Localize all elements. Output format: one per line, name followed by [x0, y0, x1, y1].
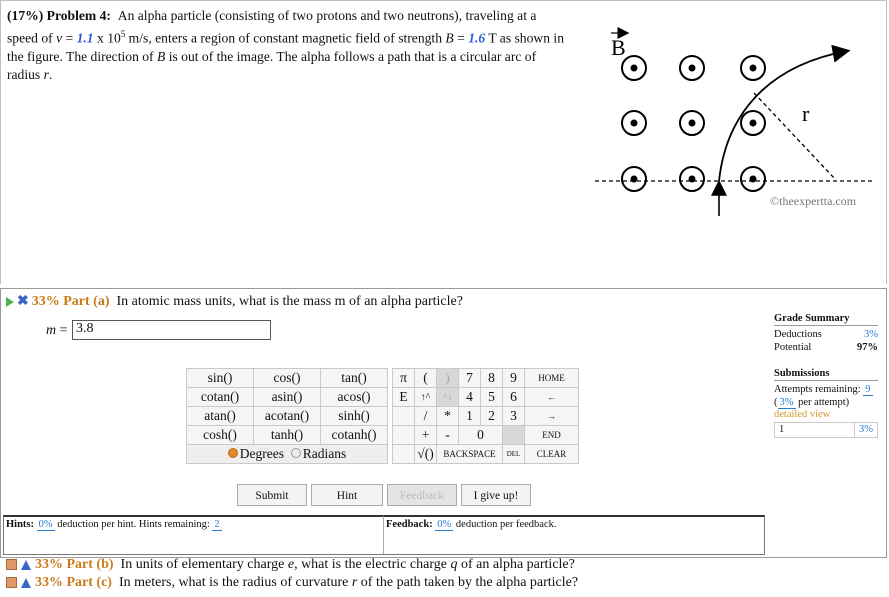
submission-number: 1: [775, 423, 855, 437]
submission-row: [774, 422, 878, 438]
angle-mode: [187, 445, 388, 464]
key-1[interactable]: 1: [459, 407, 481, 426]
grade-summary: Grade Summary Deductions 3% Potential 97% Submissions Attempts remaining: 9 ( 3% per attempt) detailed view 1 3%: [774, 313, 878, 438]
key-6[interactable]: 6: [503, 388, 525, 407]
part-c-question: In meters, what is the radius of curvature: [118, 575, 352, 590]
key-blank-2: [393, 426, 415, 445]
field-dot-2: [680, 56, 704, 80]
key-divide[interactable]: /: [415, 407, 437, 426]
m-symbol: m: [46, 323, 57, 338]
key-cotan[interactable]: cotan(): [187, 388, 254, 407]
degrees-radio[interactable]: [228, 448, 238, 458]
close-icon: ✖: [17, 294, 29, 309]
play-icon[interactable]: [6, 297, 14, 307]
b-symbol: B: [445, 30, 454, 46]
particle-path: [719, 51, 847, 181]
e-symbol: e: [287, 557, 295, 572]
problem-panel: [0, 0, 887, 284]
field-dot-7: [622, 167, 646, 191]
part-a-question: In atomic mass units, what is the mass m of an alpha particle?: [116, 294, 463, 309]
key-acos[interactable]: acos(): [321, 388, 388, 407]
feedback-deduction: 0%: [437, 519, 452, 530]
key-close-paren[interactable]: ): [437, 369, 459, 388]
deductions-label: Deductions: [774, 329, 822, 340]
key-tan[interactable]: tan(): [321, 369, 388, 388]
submit-button[interactable]: Submit: [237, 484, 307, 506]
key-3[interactable]: 3: [503, 407, 525, 426]
problem-text-4: is out of the image. The alpha follows a path that is a circular arc of radius: [7, 48, 537, 82]
part-b-question: In units of elementary charge: [120, 557, 288, 572]
key-end[interactable]: END: [525, 426, 579, 445]
field-dot-6: [741, 111, 765, 135]
problem-text: An alpha particle (consisting of two protons and two neutrons), traveling at a speed of: [7, 8, 537, 46]
key-backspace[interactable]: BACKSPACE: [437, 445, 503, 464]
key-blank-3: [393, 445, 415, 464]
key-clear[interactable]: CLEAR: [525, 445, 579, 464]
key-atan[interactable]: atan(): [187, 407, 254, 426]
warning-icon: [21, 560, 31, 570]
part-a-label: 33% Part (a): [31, 294, 110, 309]
key-sqrt[interactable]: √(): [415, 445, 437, 464]
function-keyboard: [186, 368, 388, 464]
attempts-remaining: 9: [865, 384, 871, 395]
field-dot-5: [680, 111, 704, 135]
hints-label: Hints:: [6, 519, 35, 530]
v-symbol: v: [56, 30, 63, 46]
b-field-label: B: [611, 35, 626, 60]
field-dot-3: [741, 56, 765, 80]
part-c-header[interactable]: [6, 575, 578, 591]
feedback-button[interactable]: Feedback: [387, 484, 457, 506]
radius-line: [754, 93, 835, 179]
part-b-label: 33% Part (b): [35, 557, 114, 572]
numeric-keyboard: [392, 368, 579, 464]
key-home[interactable]: HOME: [525, 369, 579, 388]
field-value: 1.6: [468, 30, 486, 46]
magnetic-field-figure: [591, 21, 881, 221]
feedback-info: [386, 519, 557, 530]
feedback-text: deduction per feedback.: [455, 519, 557, 530]
part-c-question-2: of the path taken by the alpha particle?: [357, 575, 579, 590]
equals-3: =: [56, 323, 68, 338]
part-b-header[interactable]: [6, 557, 575, 573]
problem-text-3: T as shown in the figure. The direction of: [7, 30, 564, 64]
key-multiply[interactable]: *: [437, 407, 459, 426]
answer-input[interactable]: 3.8: [72, 320, 271, 340]
key-2[interactable]: 2: [481, 407, 503, 426]
period: .: [48, 66, 53, 82]
radians-radio[interactable]: [291, 448, 301, 458]
problem-text-2: m/s, enters a region of constant magnetic field of strength: [125, 30, 446, 46]
potential-value: 97%: [857, 342, 878, 353]
key-cotanh[interactable]: cotanh(): [321, 426, 388, 445]
attempts-label: Attempts remaining:: [774, 384, 861, 395]
key-e[interactable]: E: [393, 388, 415, 407]
key-acotan[interactable]: acotan(): [254, 407, 321, 426]
submission-deduction: 3%: [859, 424, 873, 435]
divider: [383, 516, 384, 554]
hints-info: [6, 519, 222, 530]
key-subscript[interactable]: ^↓: [437, 388, 459, 407]
q-symbol: q: [450, 557, 458, 572]
hints-text: deduction per hint. Hints remaining:: [57, 519, 210, 530]
key-superscript[interactable]: ↑^: [415, 388, 437, 407]
problem-number: (17%) Problem 4:: [7, 8, 111, 23]
problem-statement: [7, 7, 569, 84]
give-up-button[interactable]: I give up!: [461, 484, 531, 506]
feedback-label: Feedback:: [386, 519, 433, 530]
key-asin[interactable]: asin(): [254, 388, 321, 407]
hint-deduction: 0%: [38, 519, 53, 530]
attempt-deduction: 3%: [779, 397, 794, 408]
key-del[interactable]: DEL: [503, 445, 525, 464]
key-right-arrow[interactable]: →: [525, 407, 579, 426]
part-a-header: [6, 293, 463, 310]
copyright-credit: ©theexpertta.com: [770, 194, 857, 208]
radians-label: Radians: [302, 446, 347, 461]
hints-remaining: 2: [214, 519, 220, 530]
equals-2: =: [453, 30, 469, 46]
key-7[interactable]: 7: [459, 369, 481, 388]
radius-label: r: [802, 101, 810, 126]
speed-value: 1.1: [76, 30, 94, 46]
hint-button[interactable]: Hint: [311, 484, 383, 506]
speed-unit: x 10: [93, 30, 121, 46]
per-attempt-text: per attempt): [795, 397, 850, 408]
key-4[interactable]: 4: [459, 388, 481, 407]
key-sinh[interactable]: sinh(): [321, 407, 388, 426]
b-symbol-2: B: [156, 48, 166, 64]
speed-exponent: 5: [120, 29, 126, 39]
grade-summary-title: Grade Summary: [774, 313, 850, 324]
part-b-question-3: of an alpha particle?: [457, 557, 575, 572]
field-dot-9: [741, 167, 765, 191]
key-blank-1: [393, 407, 415, 426]
key-open-paren[interactable]: (: [415, 369, 437, 388]
key-8[interactable]: 8: [481, 369, 503, 388]
key-5[interactable]: 5: [481, 388, 503, 407]
key-plus[interactable]: +: [415, 426, 437, 445]
part-b-question-2: , what is the electric charge: [294, 557, 451, 572]
part-c-label: 33% Part (c): [35, 575, 112, 590]
detailed-view-link[interactable]: detailed view: [774, 409, 831, 420]
r-symbol: r: [43, 66, 49, 82]
field-dot-1: [622, 56, 646, 80]
key-left-arrow[interactable]: ←: [525, 388, 579, 407]
answer-label: [46, 323, 68, 339]
key-pi[interactable]: π: [393, 369, 415, 388]
key-0[interactable]: 0: [459, 426, 503, 445]
r-symbol-2: r: [351, 575, 358, 590]
key-decimal[interactable]: [503, 426, 525, 445]
key-9[interactable]: 9: [503, 369, 525, 388]
field-dot-4: [622, 111, 646, 135]
deductions-value: 3%: [864, 329, 878, 340]
equals: =: [62, 30, 77, 46]
key-cos[interactable]: cos(): [254, 369, 321, 388]
collapsed-icon: [6, 577, 17, 588]
potential-label: Potential: [774, 342, 812, 353]
degrees-label: Degrees: [239, 446, 284, 461]
submissions-title: Submissions: [774, 368, 830, 379]
field-dot-8: [680, 167, 704, 191]
key-tanh[interactable]: tanh(): [254, 426, 321, 445]
warning-icon: [21, 578, 31, 588]
collapsed-icon: [6, 559, 17, 570]
key-minus[interactable]: -: [437, 426, 459, 445]
key-sin[interactable]: sin(): [187, 369, 254, 388]
key-cosh[interactable]: cosh(): [187, 426, 254, 445]
